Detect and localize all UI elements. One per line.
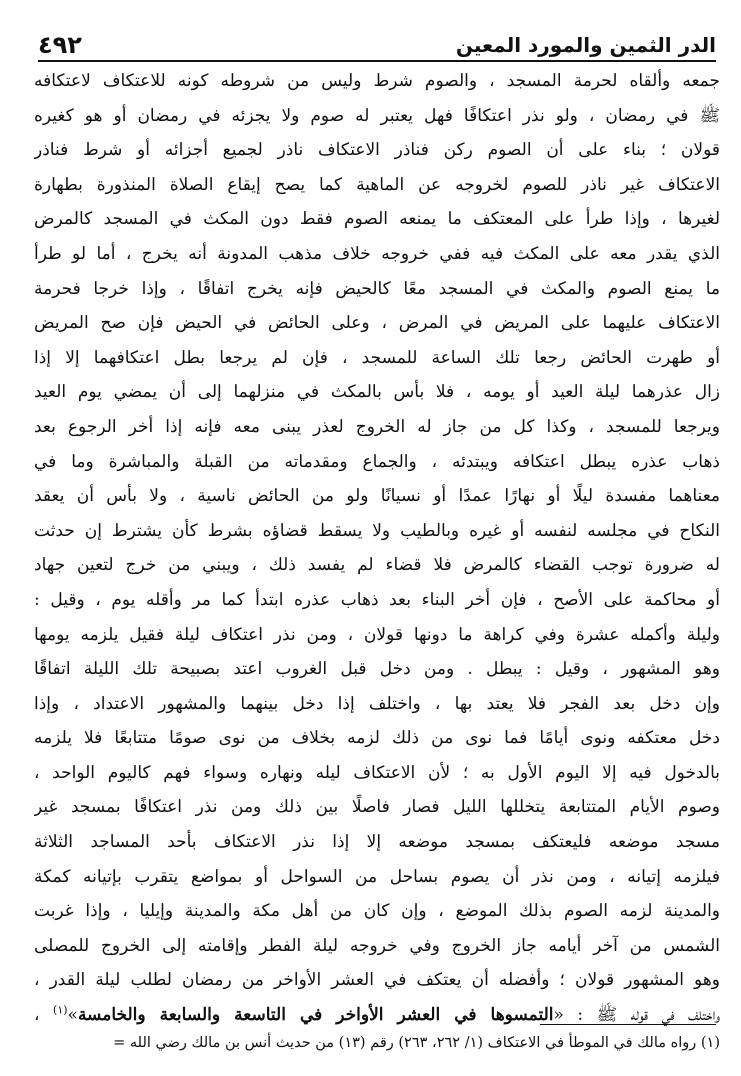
text-line: الذي يقدر معه على المكث فيه ففي خروجه خلاف مذهب المدونة أنه يخرج ، أما لو طرأ — [34, 243, 720, 264]
text-line: ذهاب عذره يبطل اعتكافه ويبتدئه ، والجماع ومقدماته من القبلة والمباشرة وما في — [34, 451, 720, 472]
main-text — [34, 64, 720, 1033]
text-line: جمعه وألقاه لحرمة المسجد ، والصوم شرط وليس من شروطه كونه للاعتكاف لاعتكافه — [34, 71, 720, 91]
text-line: النكاح في مجلسه لنفسه أو غيره وبالطيب ولا يسقط قضاؤه بشرط كأن يشترط إن حدثت — [34, 520, 720, 541]
footnote: (١) رواه مالك في الموطأ في الاعتكاف (١/ ٢٦٢، ٢٦٣) رقم (١٣) من حديث أنس بن مالك رضي الله = — [113, 1035, 720, 1051]
page-number: ٤٩٢ — [38, 31, 82, 59]
text-line: قولان ؛ بناء على أن الصوم ركن فناذر الاعتكاف ناذر لجميع أجزائه أو شرط فناذر — [34, 140, 720, 161]
text-line: دخل معتكفه ونوى أيامًا فما نوى من ذلك لزمه بخلاف من نوى صومًا متتابعًا فلا يلزمه — [34, 728, 720, 749]
text-line: الشمس من آخر أيامه جاز الخروج وفي خروجه ليلة الفطر وإقامته إلى الخروج للمصلى — [34, 935, 720, 956]
text-line: الاعتكاف غير ناذر للصوم لخروجه عن الماهية كما يصح إيقاع الصلاة المنذورة بطهارة — [34, 174, 720, 195]
hadith-intro: واختلف في قوله ﷺ : « — [553, 1005, 720, 1026]
text-line: والمدينة لزمه الصوم بذلك الموضع ، وإن كان من أهل مكة والمدينة وإيليا ، وإذا غربت — [34, 901, 720, 922]
line-trail: ، — [34, 1005, 40, 1026]
text-line: لغيرها ، وإذا طرأ على المعتكف ما يمنعه الصوم فقط دون المكث في المسجد كالمرض — [34, 209, 720, 230]
running-title: الدر الثمين والمورد المعين — [455, 33, 716, 57]
text-line: ﷺ في رمضان ، ولو نذر اعتكافًا فهل يعتبر له صوم ولا يجزئه في رمضان أو هو كغيره — [34, 105, 720, 126]
text-line: وصوم الأيام المتتابعة يتخللها الليل فصار فاصلًا بين ذلك ومن نذر اعتكافًا بمسجد غير — [34, 797, 720, 818]
text-line: زال عذرهما ليلة العيد أو يومه ، فلا بأس بالمكث في منزلهما إلى أن يمضي يوم العيد — [34, 382, 720, 403]
hadith-close: » — [67, 1005, 78, 1026]
text-line: ما يمنع الصوم والمكث في المسجد معًا كالحيض فإنه يخرج اتفاقًا ، وإذا خرجا فحرمة — [34, 278, 720, 299]
text-line: له ضرورة توجب القضاء كالمرض فلا قضاء لم يفسد ذلك ، ويبني من خرج لتعين جهاد — [34, 555, 720, 576]
text-line: وإن دخل بعد الفجر فلا يعتد بها ، واختلف إذا دخل بينهما والمشهور الاعتداد ، وإذا — [34, 693, 720, 714]
page-header — [38, 24, 716, 62]
text-line: معناهما مفسدة ليلًا أو نهارًا عمدًا أو نسيانًا ولو من الحائض ناسية ، ولا بأس أن يعقد — [34, 486, 720, 507]
footnote-reference[interactable]: (١) — [53, 1003, 68, 1017]
text-line: وهو المشهور ، وقيل : يبطل . ومن دخل قبل الغروب اعتد بصبيحة تلك الليلة اتفاقًا — [34, 659, 720, 680]
text-line: أو محاكمة على الأصح ، فإن أخر البناء بعد ذهاب عذره ابتدأ كما مر وأقله يوم ، وقيل : — [34, 589, 720, 610]
text-line: الاعتكاف عليهما على المريض في المرض ، وعلى الحائض في الحيض فإن صح المريض — [34, 313, 720, 334]
text-line: مسجد موضعه فليعتكف بمسجد موضعه إلا إذا نذر الاعتكاف بأحد المساجد الثلاثة — [34, 832, 720, 853]
text-line: فيلزمه إتيانه ، ومن نذر أن يصوم بساحل من السواحل أو بمواضع يتقرب بإتيانه كمكة — [34, 866, 720, 887]
last-text-line — [34, 998, 720, 1033]
hadith-quote: التمسوها في العشر الأواخر في التاسعة والسابعة والخامسة — [77, 1005, 554, 1026]
text-line: وهو المشهور قولان ؛ وأفضله أن يعتكف في العشر الأواخر من رمضان لطلب ليلة القدر ، — [34, 970, 720, 991]
footnote-separator — [540, 1024, 716, 1025]
text-line: ويرجعا للمسجد ، وكذا كل من جاز له الخروج لعذر يبنى معه فإنه إذا أخر الرجوع بعد — [34, 416, 720, 437]
text-line: بالدخول فيه إلا اليوم الأول به ؛ لأن الاعتكاف ليله ونهاره وسواء فهم كاليوم الواحد ، — [34, 762, 720, 783]
text-line: أو طهرت الحائض رجعا تلك الساعة للمسجد ، فإن لم يرجعا بطل اعتكافهما إلا إذا — [34, 347, 720, 368]
text-line: وليلة وأكمله عشرة وفي كراهة ما دونها قولان ، ومن نذر اعتكاف ليلة فقيل يلزمه يومها — [34, 624, 720, 645]
